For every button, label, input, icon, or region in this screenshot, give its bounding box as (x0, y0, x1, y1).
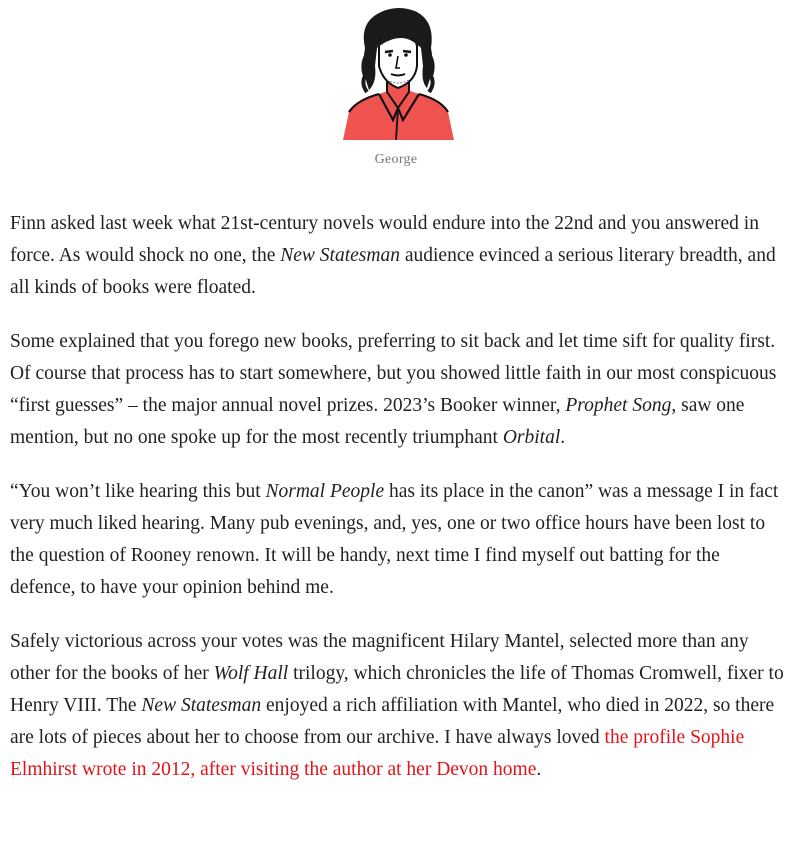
paragraph-4: Safely victorious across your votes was the magnificent Hilary Mantel, selected more than any other for the books of her Wolf Hall trilogy, which chronicles the life of Thomas Cromwell, fixer to Henry VIII. The New Statesman enjoyed a rich affiliation with Mantel, who died in 2022, so there are lots of pieces about her to choose from our archive. I have always loved the profile Sophie Elmhirst wrote in 2012, after visiting the author at her Devon home. (10, 631, 784, 780)
paragraph-2: Some explained that you forego new books, preferring to sit back and let time sift for quality first. Of course that process has to start somewhere, but you showed little faith in our most conspicuous “first guesses” – the major annual novel prizes. 2023’s Booker winner, Prophet Song, saw one mention, but no one spoke up for the most recently triumphant Orbital. (10, 331, 777, 448)
author-byline (0, 0, 792, 178)
article-body (10, 208, 785, 808)
book-title: Normal People (265, 481, 385, 502)
author-name: George (374, 152, 418, 167)
profile-article-link[interactable]: the profile Sophie Elmhirst wrote in 2012, after visiting the author at her Devon home (10, 727, 745, 780)
author-avatar (335, 4, 461, 144)
paragraph-3: “You won’t like hearing this but Normal People has its place in the canon” was a message I in fact very much liked hearing. Many pub evenings, and, yes, one or two office hours have been lost to the question of Rooney renown. It will be handy, next time I find myself out batting for the defence, to have your opinion behind me. (10, 481, 779, 598)
book-title: Orbital (502, 427, 561, 448)
paragraph-1: Finn asked last week what 21st-century novels would endure into the 22nd and you answered in force. As would shock no one, the New Statesman audience evinced a serious literary breadth, and all kinds of books were floated. (10, 213, 776, 298)
book-title: Wolf Hall (213, 663, 289, 684)
author-portrait-illustration (335, 4, 461, 144)
publication-title: New Statesman (280, 245, 400, 266)
publication-title: New Statesman (141, 695, 262, 716)
book-title: Prophet Song (565, 395, 672, 416)
